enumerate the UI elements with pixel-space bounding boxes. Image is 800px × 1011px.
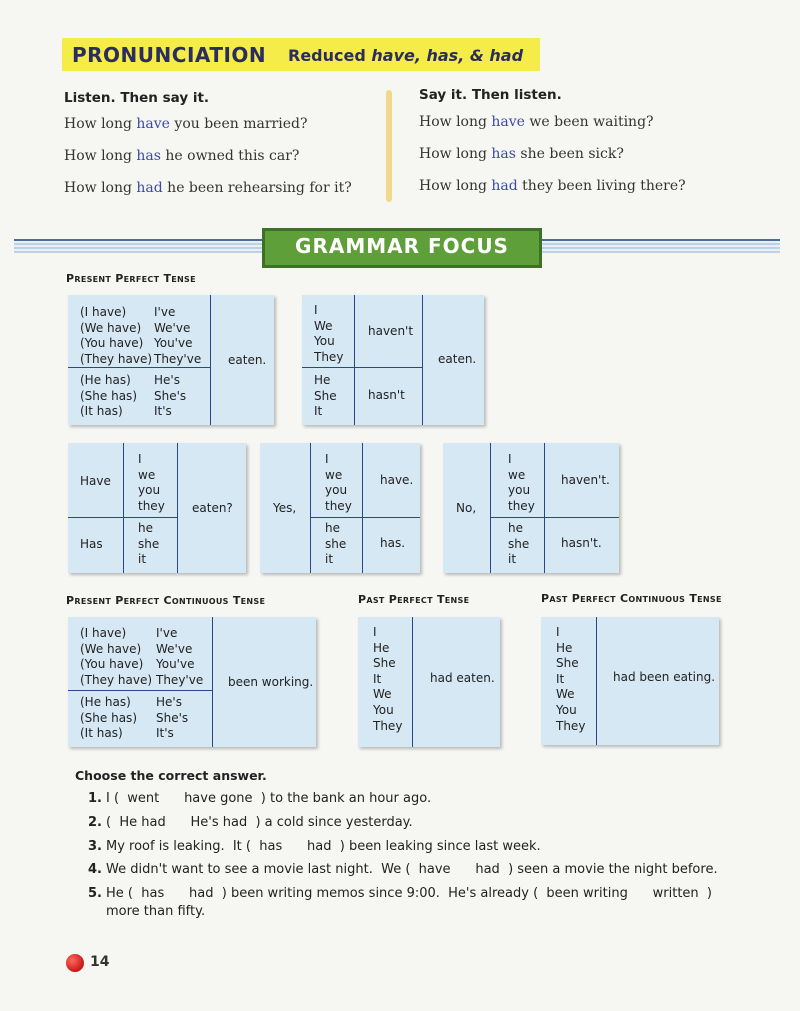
table-cell: I've We've You've They've: [156, 626, 204, 687]
exercise-number: 1.: [88, 791, 102, 806]
table-cell: haven't.: [561, 473, 610, 487]
page-number: 14: [90, 954, 110, 970]
pronunciation-sentence: How long has he owned this car?: [64, 148, 300, 164]
column-divider: [386, 90, 392, 202]
say-heading: Say it. Then listen.: [419, 87, 562, 103]
table-cell: He She It: [314, 373, 337, 419]
reduced-word: has: [136, 148, 161, 164]
table-cell: I we you they: [325, 452, 352, 513]
table-cell: eaten.: [228, 353, 267, 367]
exercise-item: I ( went have gone ) to the bank an hour ago.: [106, 791, 432, 806]
exercise-item: ( He had He's had ) a cold since yesterday.: [106, 815, 413, 830]
table-cell: (He has) (She has) (It has): [80, 695, 137, 741]
table-cell: I He She It We You They: [373, 625, 403, 733]
table-cell: had eaten.: [430, 671, 495, 685]
pronunciation-sentence: How long had he been rehearsing for it?: [64, 180, 352, 196]
table-cell: had been eating.: [613, 670, 716, 684]
table-present-perfect-negative: [302, 295, 484, 425]
exercise-item: He ( has had ) been writing memos since 9:00. He's already ( been writing written ): [106, 886, 712, 901]
table-cell: have.: [380, 473, 414, 487]
table-cell: haven't: [368, 324, 414, 338]
reduced-word: have: [136, 116, 170, 132]
section-present-perfect-continuous: Present Perfect Continuous Tense: [66, 594, 266, 607]
exercise-number: 5.: [88, 886, 102, 901]
page-marker-icon: [66, 954, 84, 972]
table-cell: (I have) (We have) (You have) (They have): [80, 626, 153, 687]
section-present-perfect: Present Perfect Tense: [66, 272, 196, 285]
reduced-word: had: [136, 180, 163, 196]
table-cell: He's She's It's: [156, 695, 189, 741]
reduced-word: has: [491, 146, 516, 162]
reduced-word: have: [491, 114, 525, 130]
table-cell: Has: [80, 537, 103, 551]
table-cell: been working.: [228, 675, 314, 689]
table-cell: eaten.: [438, 352, 477, 366]
table-cell: He's She's It's: [154, 373, 187, 419]
pronunciation-sentence: How long has she been sick?: [419, 146, 624, 162]
table-cell: No,: [456, 501, 477, 515]
table-cell: he she it: [138, 521, 160, 567]
exercise-number: 3.: [88, 839, 102, 854]
pronunciation-sentence: How long have we been waiting?: [419, 114, 654, 130]
table-cell: I We You They: [314, 303, 344, 364]
table-question: [68, 443, 246, 573]
table-present-perfect-continuous: [68, 617, 316, 747]
reduced-word: had: [491, 178, 518, 194]
table-cell: eaten?: [192, 501, 233, 515]
table-cell: I've We've You've They've: [154, 305, 202, 366]
exercise-title: Choose the correct answer.: [75, 768, 267, 783]
listen-heading: Listen. Then say it.: [64, 90, 210, 106]
grammar-banner-title: GRAMMAR FOCUS: [295, 234, 509, 258]
exercise-number: 2.: [88, 815, 102, 830]
table-cell: I we you they: [508, 452, 535, 513]
pronunciation-subtitle: Reduced have, has, & had: [288, 46, 524, 65]
table-cell: Yes,: [273, 501, 297, 515]
exercise-item: My roof is leaking. It ( has had ) been leaking since last week.: [106, 839, 541, 854]
table-short-answer-no: [443, 443, 619, 573]
table-present-perfect-affirmative: [68, 295, 274, 425]
table-cell: I He She It We You They: [556, 625, 586, 733]
exercise-item: We didn't want to see a movie last night. We ( have had ) seen a movie the night before.: [106, 862, 718, 877]
table-cell: hasn't.: [561, 536, 602, 550]
table-past-perfect: [358, 617, 500, 747]
table-cell: hasn't: [368, 388, 405, 402]
exercise-number: 4.: [88, 862, 102, 877]
section-past-perfect: Past Perfect Tense: [358, 593, 470, 606]
table-cell: (He has) (She has) (It has): [80, 373, 137, 419]
pronunciation-sentence: How long had they been living there?: [419, 178, 686, 194]
table-past-perfect-continuous: [541, 617, 719, 745]
table-cell: Have: [80, 474, 111, 488]
table-cell: he she it: [325, 521, 347, 567]
table-cell: he she it: [508, 521, 530, 567]
table-cell: I we you they: [138, 452, 165, 513]
pronunciation-title: PRONUNCIATION: [72, 43, 267, 67]
table-cell: has.: [380, 536, 406, 550]
section-past-perfect-continuous: Past Perfect Continuous Tense: [541, 592, 722, 605]
exercise-item: more than fifty.: [106, 904, 206, 919]
table-cell: (I have) (We have) (You have) (They have): [80, 305, 153, 366]
table-short-answer-yes: [260, 443, 420, 573]
pronunciation-sentence: How long have you been married?: [64, 116, 308, 132]
